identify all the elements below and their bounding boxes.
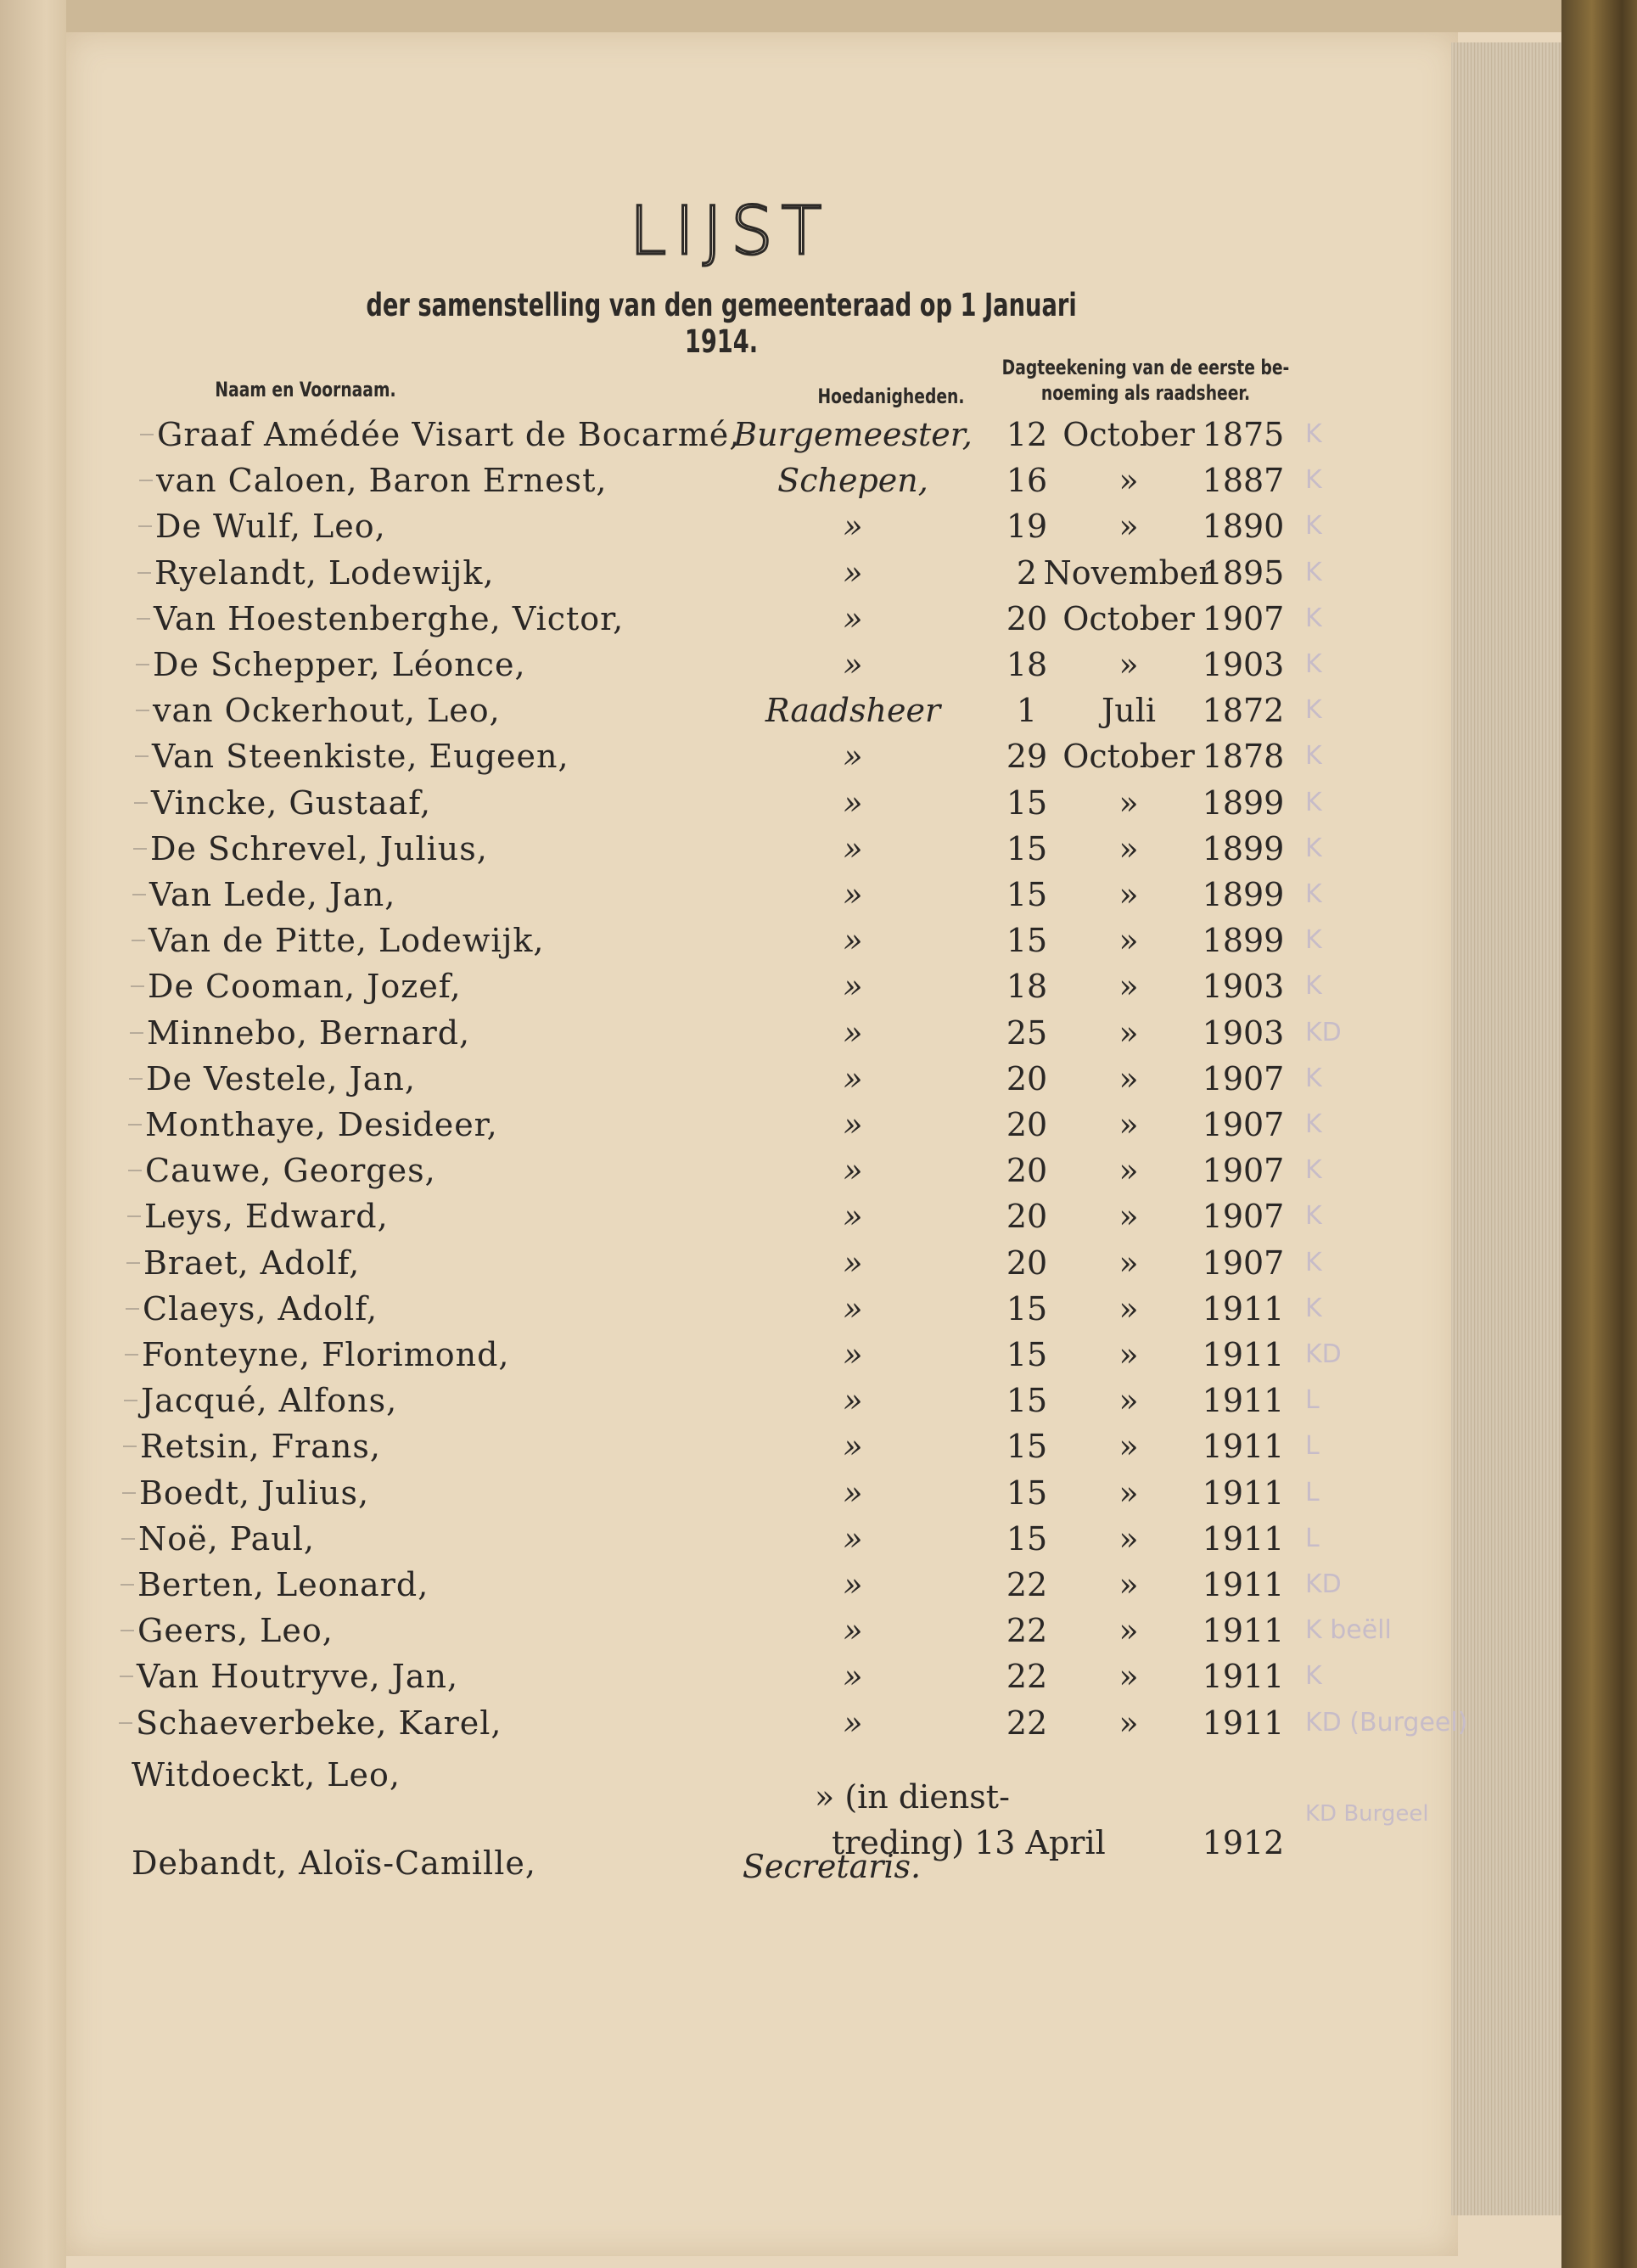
appointment-year: 1895 [1202, 553, 1285, 592]
member-role: » [843, 1059, 863, 1098]
appointment-day: 16 [1006, 462, 1048, 500]
table-row [0, 1653, 1637, 1699]
page-title: LIJST [629, 194, 831, 270]
handwritten-note: KD [1305, 1017, 1342, 1047]
appointment-day: 22 [1006, 1612, 1048, 1650]
appointment-month: » [1118, 462, 1139, 500]
handwritten-note: K [1305, 879, 1322, 909]
appointment-month: » [1118, 1336, 1139, 1373]
appointment-day: 22 [1006, 1566, 1048, 1603]
appointment-year: 1911 [1202, 1612, 1285, 1650]
member-role: » [843, 1704, 863, 1742]
handwritten-note: K [1305, 1109, 1322, 1139]
table-row [0, 550, 1637, 596]
witdoeckt-detail-line2: treding) 13 April [832, 1824, 1106, 1861]
pencil-tick-mark [126, 1262, 140, 1264]
pencil-tick-mark [121, 1584, 134, 1586]
pencil-tick-mark [124, 1400, 137, 1401]
pencil-tick-mark [128, 1124, 142, 1126]
member-name: Van Lede, Jan, [149, 876, 396, 913]
appointment-month: » [1118, 1152, 1139, 1190]
member-name: Noë, Paul, [138, 1519, 315, 1558]
appointment-month: November [1043, 553, 1214, 592]
table-row [0, 1516, 1637, 1562]
column-header-date-line2: noeming als raadsheer. [1040, 381, 1251, 405]
witdoeckt-detail-line1: » (in dienst- [815, 1778, 1010, 1816]
member-name: De Wulf, Leo, [155, 508, 386, 546]
table-row [0, 918, 1637, 963]
handwritten-note: K [1305, 925, 1322, 956]
handwritten-note: K [1305, 833, 1322, 863]
handwritten-note: K [1305, 465, 1322, 496]
member-name: De Vestele, Jan, [146, 1059, 416, 1098]
appointment-month: » [1118, 1059, 1139, 1098]
pencil-tick-mark [136, 664, 149, 665]
appointment-day: 20 [1006, 1059, 1048, 1098]
pencil-tick-mark [138, 525, 152, 527]
pencil-tick-mark [132, 894, 146, 895]
appointment-day: 22 [1006, 1704, 1048, 1742]
appointment-month: » [1118, 1658, 1139, 1696]
handwritten-note: K [1305, 649, 1322, 679]
appointment-month: » [1118, 1289, 1139, 1328]
table-row [0, 688, 1637, 733]
appointment-year: 1878 [1202, 738, 1285, 776]
pencil-tick-mark [137, 572, 151, 574]
appointment-day: 15 [1006, 1519, 1048, 1558]
member-name: Berten, Leonard, [137, 1566, 429, 1603]
member-name: Vincke, Gustaaf, [151, 783, 432, 822]
member-name: Witdoeckt, Leo, [132, 1756, 401, 1794]
appointment-day: 15 [1006, 1382, 1048, 1420]
appointment-year: 1907 [1202, 1152, 1285, 1190]
pencil-tick-mark [123, 1446, 137, 1447]
handwritten-note: K [1305, 1201, 1322, 1232]
appointment-day: 1 [1016, 692, 1038, 730]
handwritten-note: K [1305, 511, 1322, 542]
appointment-year: 1899 [1202, 829, 1285, 867]
member-name: Monthaye, Desideer, [145, 1106, 498, 1143]
member-role: » [843, 1198, 863, 1236]
member-role: » [843, 553, 863, 592]
pencil-tick-mark [136, 710, 149, 711]
member-name: De Cooman, Jozef, [148, 968, 462, 1006]
member-name: Van Hoestenberghe, Victor, [154, 599, 625, 637]
appointment-day: 20 [1006, 599, 1048, 637]
appointment-day: 2 [1016, 553, 1038, 592]
appointment-month: » [1118, 1382, 1139, 1420]
appointment-day: 19 [1006, 508, 1048, 546]
handwritten-note: K [1305, 695, 1322, 726]
member-name: Cauwe, Georges, [145, 1152, 436, 1190]
handwritten-note: KD [1305, 1569, 1342, 1599]
member-name: Braet, Adolf, [143, 1243, 361, 1282]
handwritten-note: K [1305, 1661, 1322, 1692]
pencil-tick-mark [130, 1032, 143, 1034]
table-row [0, 1010, 1637, 1056]
member-role: » [843, 1428, 863, 1466]
member-name: Claeys, Adolf, [143, 1289, 378, 1328]
appointment-year: 1911 [1202, 1474, 1285, 1512]
appointment-month: » [1118, 922, 1139, 960]
member-name: van Ockerhout, Leo, [153, 692, 501, 730]
table-row [0, 458, 1637, 503]
table-row [0, 1286, 1637, 1332]
member-role: » [843, 1382, 863, 1420]
appointment-day: 18 [1006, 968, 1048, 1006]
handwritten-note: K [1305, 1155, 1322, 1186]
appointment-month: October [1062, 738, 1195, 776]
appointment-month: » [1118, 968, 1139, 1006]
member-role: » [843, 1013, 863, 1052]
table-row [0, 1102, 1637, 1148]
pencil-tick-mark [119, 1722, 132, 1724]
member-role: » [843, 876, 863, 913]
member-role: » [843, 599, 863, 637]
appointment-month: » [1118, 876, 1139, 913]
member-name: Van Steenkiste, Eugeen, [152, 738, 569, 776]
member-name: van Caloen, Baron Ernest, [156, 462, 608, 500]
appointment-year: 1911 [1202, 1658, 1285, 1696]
appointment-year: 1899 [1202, 922, 1285, 960]
appointment-day: 15 [1006, 783, 1048, 822]
appointment-month: October [1062, 416, 1195, 453]
handwritten-note: KD Burgeel [1305, 1801, 1429, 1827]
member-role: » [843, 922, 863, 960]
handwritten-note: K [1305, 557, 1322, 587]
member-name: Boedt, Julius, [139, 1474, 370, 1512]
member-name: Van de Pitte, Lodewijk, [149, 922, 545, 960]
pencil-tick-mark [133, 848, 147, 850]
table-row [0, 1240, 1637, 1286]
pencil-tick-mark [134, 802, 148, 804]
appointment-year: 1911 [1202, 1336, 1285, 1373]
member-role: » [843, 1658, 863, 1696]
appointment-month: Juli [1101, 692, 1156, 730]
handwritten-note: L [1305, 1431, 1320, 1462]
column-header-name: Naam en Voornaam. [215, 378, 396, 401]
handwritten-note: K [1305, 603, 1322, 633]
handwritten-note: L [1305, 1477, 1320, 1507]
pencil-tick-mark [128, 1170, 142, 1171]
table-row [0, 872, 1637, 918]
member-name: Geers, Leo, [137, 1612, 334, 1650]
column-header-role: Hoedanigheden. [817, 385, 965, 408]
appointment-month: » [1118, 1612, 1139, 1650]
member-name: De Schepper, Léonce, [153, 646, 526, 683]
appointment-day: 15 [1006, 922, 1048, 960]
member-role: » [843, 1289, 863, 1328]
appointment-day: 15 [1006, 1474, 1048, 1512]
table-row [0, 642, 1637, 688]
appointment-month: » [1118, 1428, 1139, 1466]
appointment-year: 1907 [1202, 1059, 1285, 1098]
appointment-year: 1899 [1202, 876, 1285, 913]
pencil-tick-mark [132, 940, 145, 941]
pencil-tick-mark [125, 1354, 138, 1356]
member-name: Ryelandt, Lodewijk, [154, 553, 495, 592]
pencil-tick-mark [140, 434, 154, 435]
appointment-month: » [1118, 1519, 1139, 1558]
appointment-month: » [1118, 1013, 1139, 1052]
handwritten-note: K [1305, 741, 1322, 772]
member-role: » [843, 1566, 863, 1603]
table-row [0, 1332, 1637, 1378]
appointment-year: 1911 [1202, 1704, 1285, 1742]
column-header-date-line1: Dagteekening van de eerste be- [1001, 356, 1290, 379]
handwritten-note: L [1305, 1523, 1320, 1553]
table-row [0, 1608, 1637, 1653]
member-role: » [843, 508, 863, 546]
table-row [0, 1470, 1637, 1516]
pencil-tick-mark [137, 618, 150, 620]
pencil-tick-mark [121, 1538, 135, 1540]
member-role: Schepen, [777, 462, 928, 500]
member-name: Schaeverbeke, Karel, [136, 1704, 502, 1742]
secretary-role: Secretaris. [742, 1848, 922, 1885]
table-row [0, 780, 1637, 826]
member-role: » [843, 968, 863, 1006]
member-role: » [843, 738, 863, 776]
book-top-edge [0, 0, 1637, 32]
member-role: » [843, 783, 863, 822]
member-name: De Schrevel, Julius, [150, 829, 488, 867]
appointment-month: » [1118, 1566, 1139, 1603]
table-row [0, 596, 1637, 642]
table-row [0, 503, 1637, 549]
handwritten-note: L [1305, 1385, 1320, 1416]
table-row [0, 733, 1637, 779]
member-role: » [843, 1474, 863, 1512]
appointment-month: » [1118, 1106, 1139, 1143]
pencil-tick-mark [127, 1215, 141, 1217]
pencil-tick-mark [139, 480, 153, 481]
member-name: Retsin, Frans, [140, 1428, 381, 1466]
appointment-year: 1903 [1202, 1013, 1285, 1052]
appointment-day: 20 [1006, 1106, 1048, 1143]
appointment-year: 1911 [1202, 1289, 1285, 1328]
member-role: » [843, 1612, 863, 1650]
appointment-day: 29 [1006, 738, 1048, 776]
appointment-day: 15 [1006, 1336, 1048, 1373]
appointment-day: 12 [1006, 416, 1048, 453]
appointment-day: 15 [1006, 1289, 1048, 1328]
handwritten-note: KD (Burgeel) [1305, 1707, 1468, 1737]
page-subtitle: der samenstelling van den gemeenteraad op 1 Januari 1914. [366, 287, 1077, 360]
pencil-tick-mark [126, 1308, 139, 1310]
table-row [0, 1700, 1637, 1746]
appointment-year: 1907 [1202, 1198, 1285, 1236]
appointment-year: 1875 [1202, 416, 1285, 453]
handwritten-note: K [1305, 1063, 1322, 1093]
handwritten-note: KD [1305, 1339, 1342, 1369]
appointment-day: 18 [1006, 646, 1048, 683]
member-role: » [843, 1243, 863, 1282]
appointment-day: 15 [1006, 829, 1048, 867]
appointment-day: 22 [1006, 1658, 1048, 1696]
member-role: » [843, 1152, 863, 1190]
member-name: Fonteyne, Florimond, [142, 1336, 510, 1373]
appointment-month: » [1118, 1198, 1139, 1236]
appointment-month: » [1118, 829, 1139, 867]
table-row [0, 1378, 1637, 1423]
appointment-day: 25 [1006, 1013, 1048, 1052]
member-role: » [843, 1106, 863, 1143]
appointment-day: 20 [1006, 1152, 1048, 1190]
member-role: Raadsheer [765, 692, 941, 730]
member-name: Minnebo, Bernard, [147, 1013, 471, 1052]
table-row [0, 1056, 1637, 1102]
pencil-tick-mark [129, 1078, 143, 1080]
appointment-day: 15 [1006, 1428, 1048, 1466]
appointment-year: 1907 [1202, 1106, 1285, 1143]
appointment-day: 20 [1006, 1198, 1048, 1236]
member-role: » [843, 829, 863, 867]
member-role: » [843, 1519, 863, 1558]
handwritten-note: K [1305, 1293, 1322, 1323]
handwritten-note: K [1305, 1247, 1322, 1277]
appointment-year: 1911 [1202, 1566, 1285, 1603]
appointment-month: » [1118, 508, 1139, 546]
appointment-year: 1903 [1202, 646, 1285, 683]
table-row [0, 1423, 1637, 1469]
appointment-year: 1911 [1202, 1428, 1285, 1466]
pencil-tick-mark [121, 1630, 134, 1631]
appointment-year: 1872 [1202, 692, 1285, 730]
table-row [0, 412, 1637, 458]
handwritten-note: K [1305, 971, 1322, 1002]
pencil-tick-mark [135, 755, 149, 757]
appointment-month: » [1118, 646, 1139, 683]
appointment-year: 1903 [1202, 968, 1285, 1006]
member-name: Van Houtryve, Jan, [137, 1658, 459, 1696]
appointment-month: » [1118, 783, 1139, 822]
column-header-date [1000, 355, 1291, 406]
table-row [0, 1193, 1637, 1239]
table-row [0, 1148, 1637, 1193]
appointment-day: 15 [1006, 876, 1048, 913]
member-name: Leys, Edward, [144, 1198, 389, 1236]
appointment-month: » [1118, 1704, 1139, 1742]
appointment-year: 1887 [1202, 462, 1285, 500]
appointment-month: » [1118, 1243, 1139, 1282]
appointment-month: October [1062, 599, 1195, 637]
appointment-year: 1911 [1202, 1519, 1285, 1558]
member-role: » [843, 1336, 863, 1373]
handwritten-note: K beëll [1305, 1615, 1392, 1646]
secretary-name: Debandt, Aloïs-Camille, [132, 1844, 536, 1882]
pencil-tick-mark [122, 1492, 136, 1494]
member-role: Burgemeester, [733, 416, 973, 453]
appointment-day: 20 [1006, 1243, 1048, 1282]
table-row [0, 963, 1637, 1009]
appointment-year: 1907 [1202, 599, 1285, 637]
member-role: » [843, 646, 863, 683]
pencil-tick-mark [120, 1676, 133, 1677]
handwritten-note: K [1305, 787, 1322, 817]
appointment-year: 1907 [1202, 1243, 1285, 1282]
member-name: Graaf Amédée Visart de Bocarmé, [157, 416, 741, 453]
table-row [0, 826, 1637, 872]
appointment-year: 1899 [1202, 783, 1285, 822]
appointment-month: » [1118, 1474, 1139, 1512]
pencil-tick-mark [131, 985, 144, 987]
member-name: Jacqué, Alfons, [141, 1382, 398, 1420]
handwritten-note: K [1305, 419, 1322, 449]
appointment-year: 1911 [1202, 1382, 1285, 1420]
appointment-year: 1890 [1202, 508, 1285, 546]
witdoeckt-year: 1912 [1202, 1824, 1285, 1861]
table-row [0, 1562, 1637, 1608]
